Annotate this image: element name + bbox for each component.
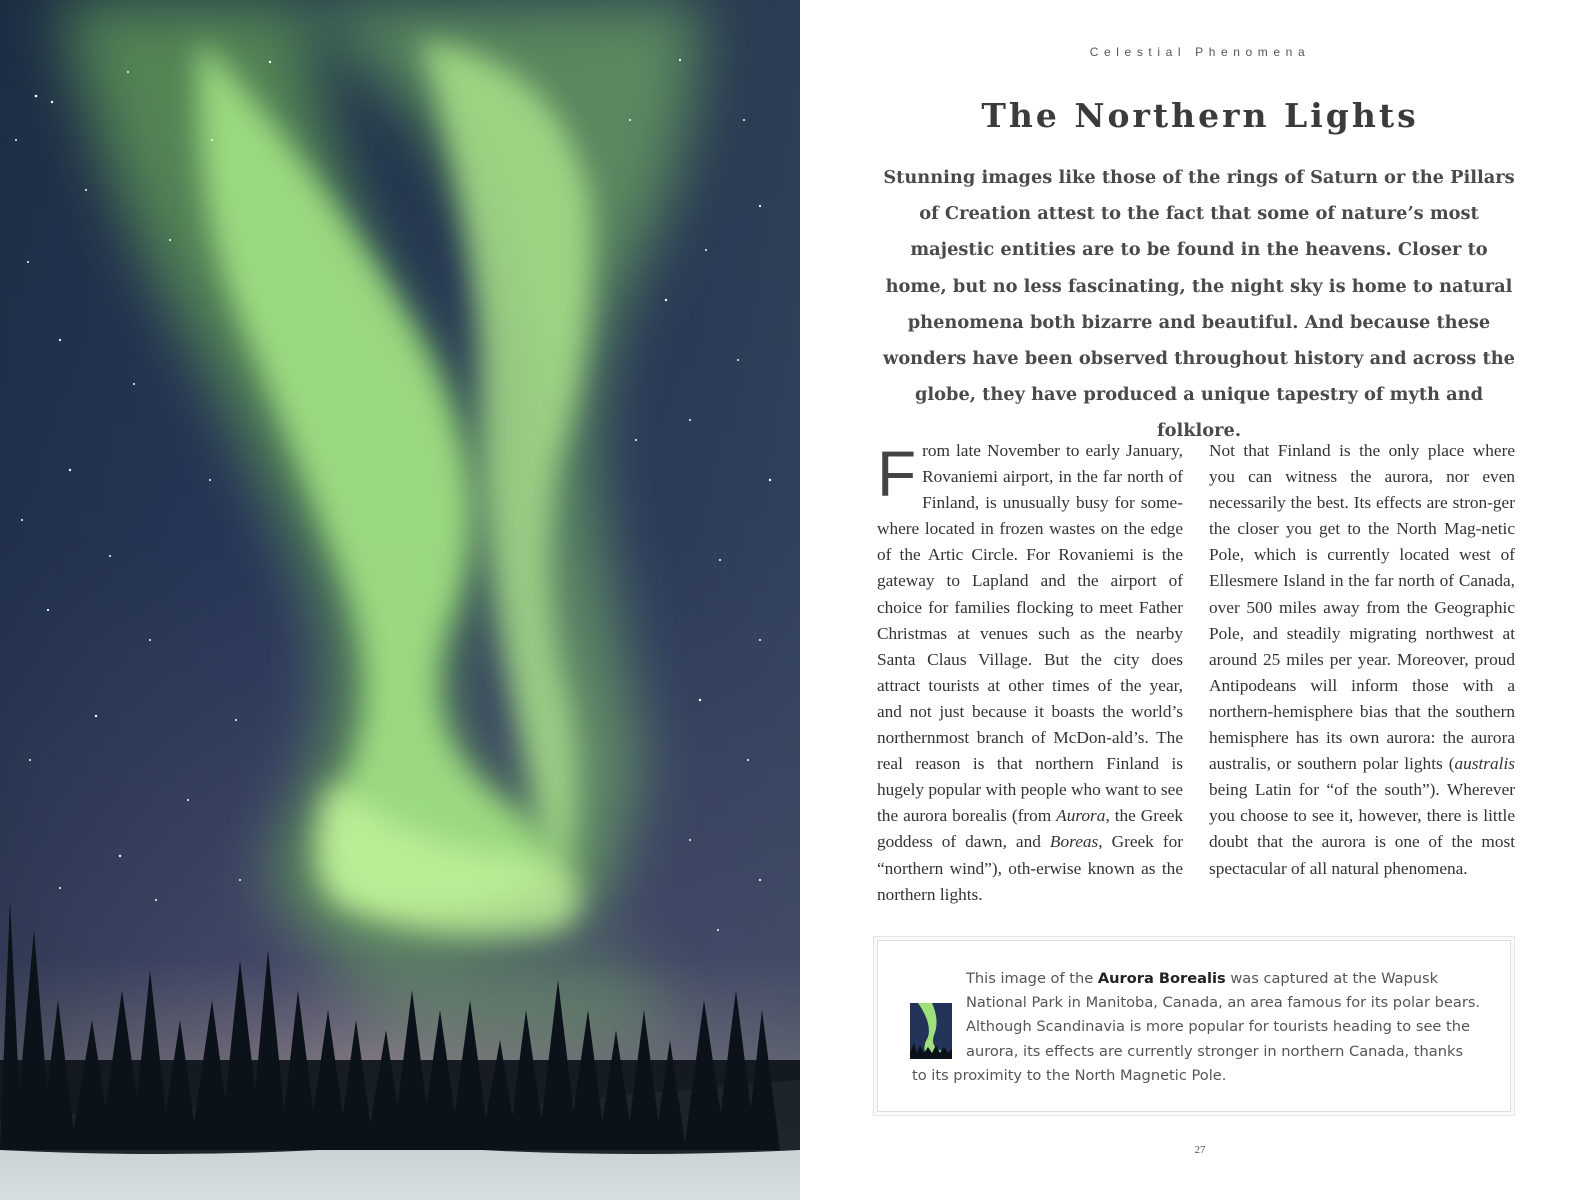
body-column-right: Not that Finland is the only place where you can witness the aurora, nor even necessarily the best. Its effects are stron-ger the closer you get to the North Mag-netic Pole, which is currently located west of Ellesmere Island in the far north of Canada, over 500 miles away from the Geographic Pole, and steadily migrating northwest at around 25 miles per year. Moreover, proud Antipodeans will inform those with a northern-hemisphere bias that the southern hemisphere has its own aurora: the aurora australis, or southern polar lights (australis being Latin for “of the south”). Wherever you choose to see it, however, there is little doubt that the aurora is one of the most spectacular of all natural phenomena. — [1209, 441, 1515, 878]
caption-box — [877, 940, 1511, 1112]
page-title: The Northern Lights — [981, 96, 1419, 135]
intro-paragraph: Stunning images like those of the rings of Saturn or the Pillars of Creation attest to the fact that some of nature’s most majestic entities are to be found in the heavens. Closer to home, but no less fascinating, the night sky is home to natural phenomena both bizarre and beautiful. And because these wonders have been observed throughout history and across the globe, they have produced a unique tapestry of myth and folklore. — [883, 167, 1515, 442]
running-head: Celestial Phenomena — [1089, 45, 1311, 59]
caption-text: This image of the Aurora Borealis was captured at the Wapusk National Park in Manitoba, Canada, an area famous for its polar bears. Although Scandinavia is more popular for tourists heading to see the aurora, its effects are currently stronger in northern Canada, thanks to its proximity to the North Magnetic Pole. — [912, 970, 1481, 1084]
drop-cap: F — [877, 438, 917, 510]
body-column-left: From late November to early January, Rovaniemi airport, in the far north of Finland, is unusually busy for some-where located in frozen wastes on the edge of the Artic Circle. For Rovaniemi is the gateway to Lapland and the airport of choice for families flocking to meet Father Christmas at venues such as the nearby Santa Claus Village. But the city does attract tourists at other times of the year, and not just because it boasts the world’s northernmost branch of McDon-ald’s. The real reason is that northern Finland is hugely popular with people who want to see the aurora borealis (from Aurora, the Greek goddess of dawn, and Boreas, Greek for “northern wind”), oth-erwise known as the northern lights. — [877, 438, 1184, 904]
text-page — [800, 0, 1576, 1200]
page-number: 27 — [1194, 1144, 1206, 1156]
aurora-thumbnail — [910, 1003, 952, 1059]
